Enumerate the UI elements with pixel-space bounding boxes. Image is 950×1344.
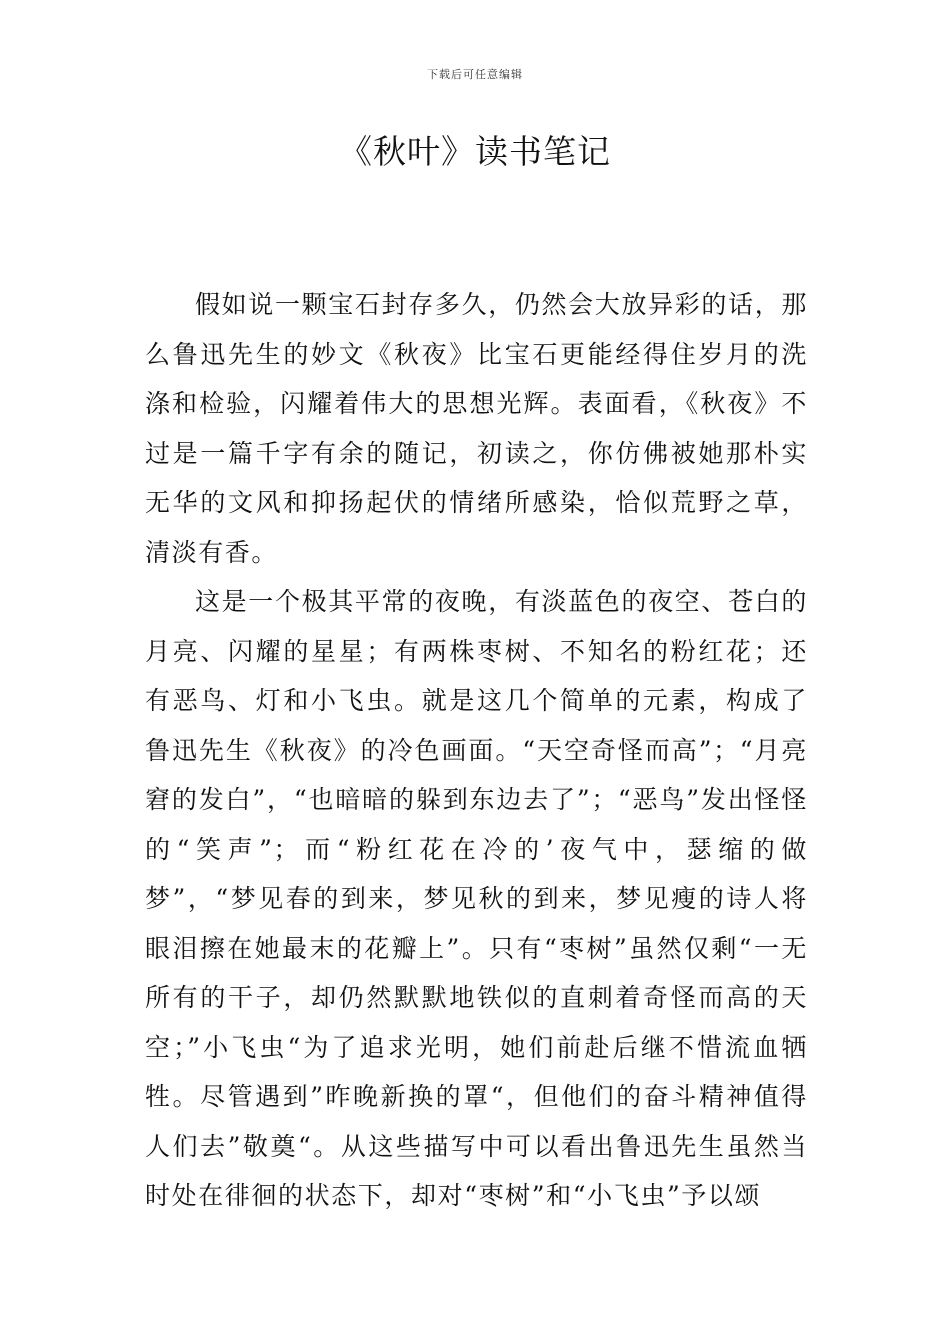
header-note: 下载后可任意编辑 [427,68,523,81]
document-title: 《秋叶》读书笔记 [339,132,611,171]
document-body [145,280,808,1221]
paragraph: 这是一个极其平常的夜晚，有淡蓝色的夜空、苍白的月亮、闪耀的星星；有两株枣树、不知名的粉红花；还有恶鸟、灯和小飞虫。就是这几个简单的元素，构成了鲁迅先生《秋夜》的冷色画面。“天空奇怪而高”；“月亮窘的发白”，“也暗暗的躲到东边去了”；“恶鸟”发出怪怪的“笑声”；而“粉红花在冷的’夜气中，瑟缩的做梦”，“梦见春的到来，梦见秋的到来，梦见瘦的诗人将眼泪擦在她最末的花瓣上”。只有“枣树”虽然仅剩“一无所有的干子，却仍然默默地铁似的直刺着奇怪而高的天空；”小飞虫“为了追求光明，她们前赴后继不惜流血牺牲。尽管遇到”昨晚新换的罩“，但他们的奋斗精神值得人们去”敬奠“。从这些描写中可以看出鲁迅先生虽然当时处在徘徊的状态下，却对“枣树”和“小飞虫”予以颂 [145,587,808,1210]
paragraph: 假如说一颗宝石封存多久，仍然会大放异彩的话，那么鲁迅先生的妙文《秋夜》比宝石更能经得住岁月的洗涤和检验，闪耀着伟大的思想光辉。表面看，《秋夜》不过是一篇千字有余的随记，初读之，你仿佛被她那朴实无华的文风和抑扬起伏的情绪所感染，恰似荒野之草，清淡有香。 [145,290,808,567]
